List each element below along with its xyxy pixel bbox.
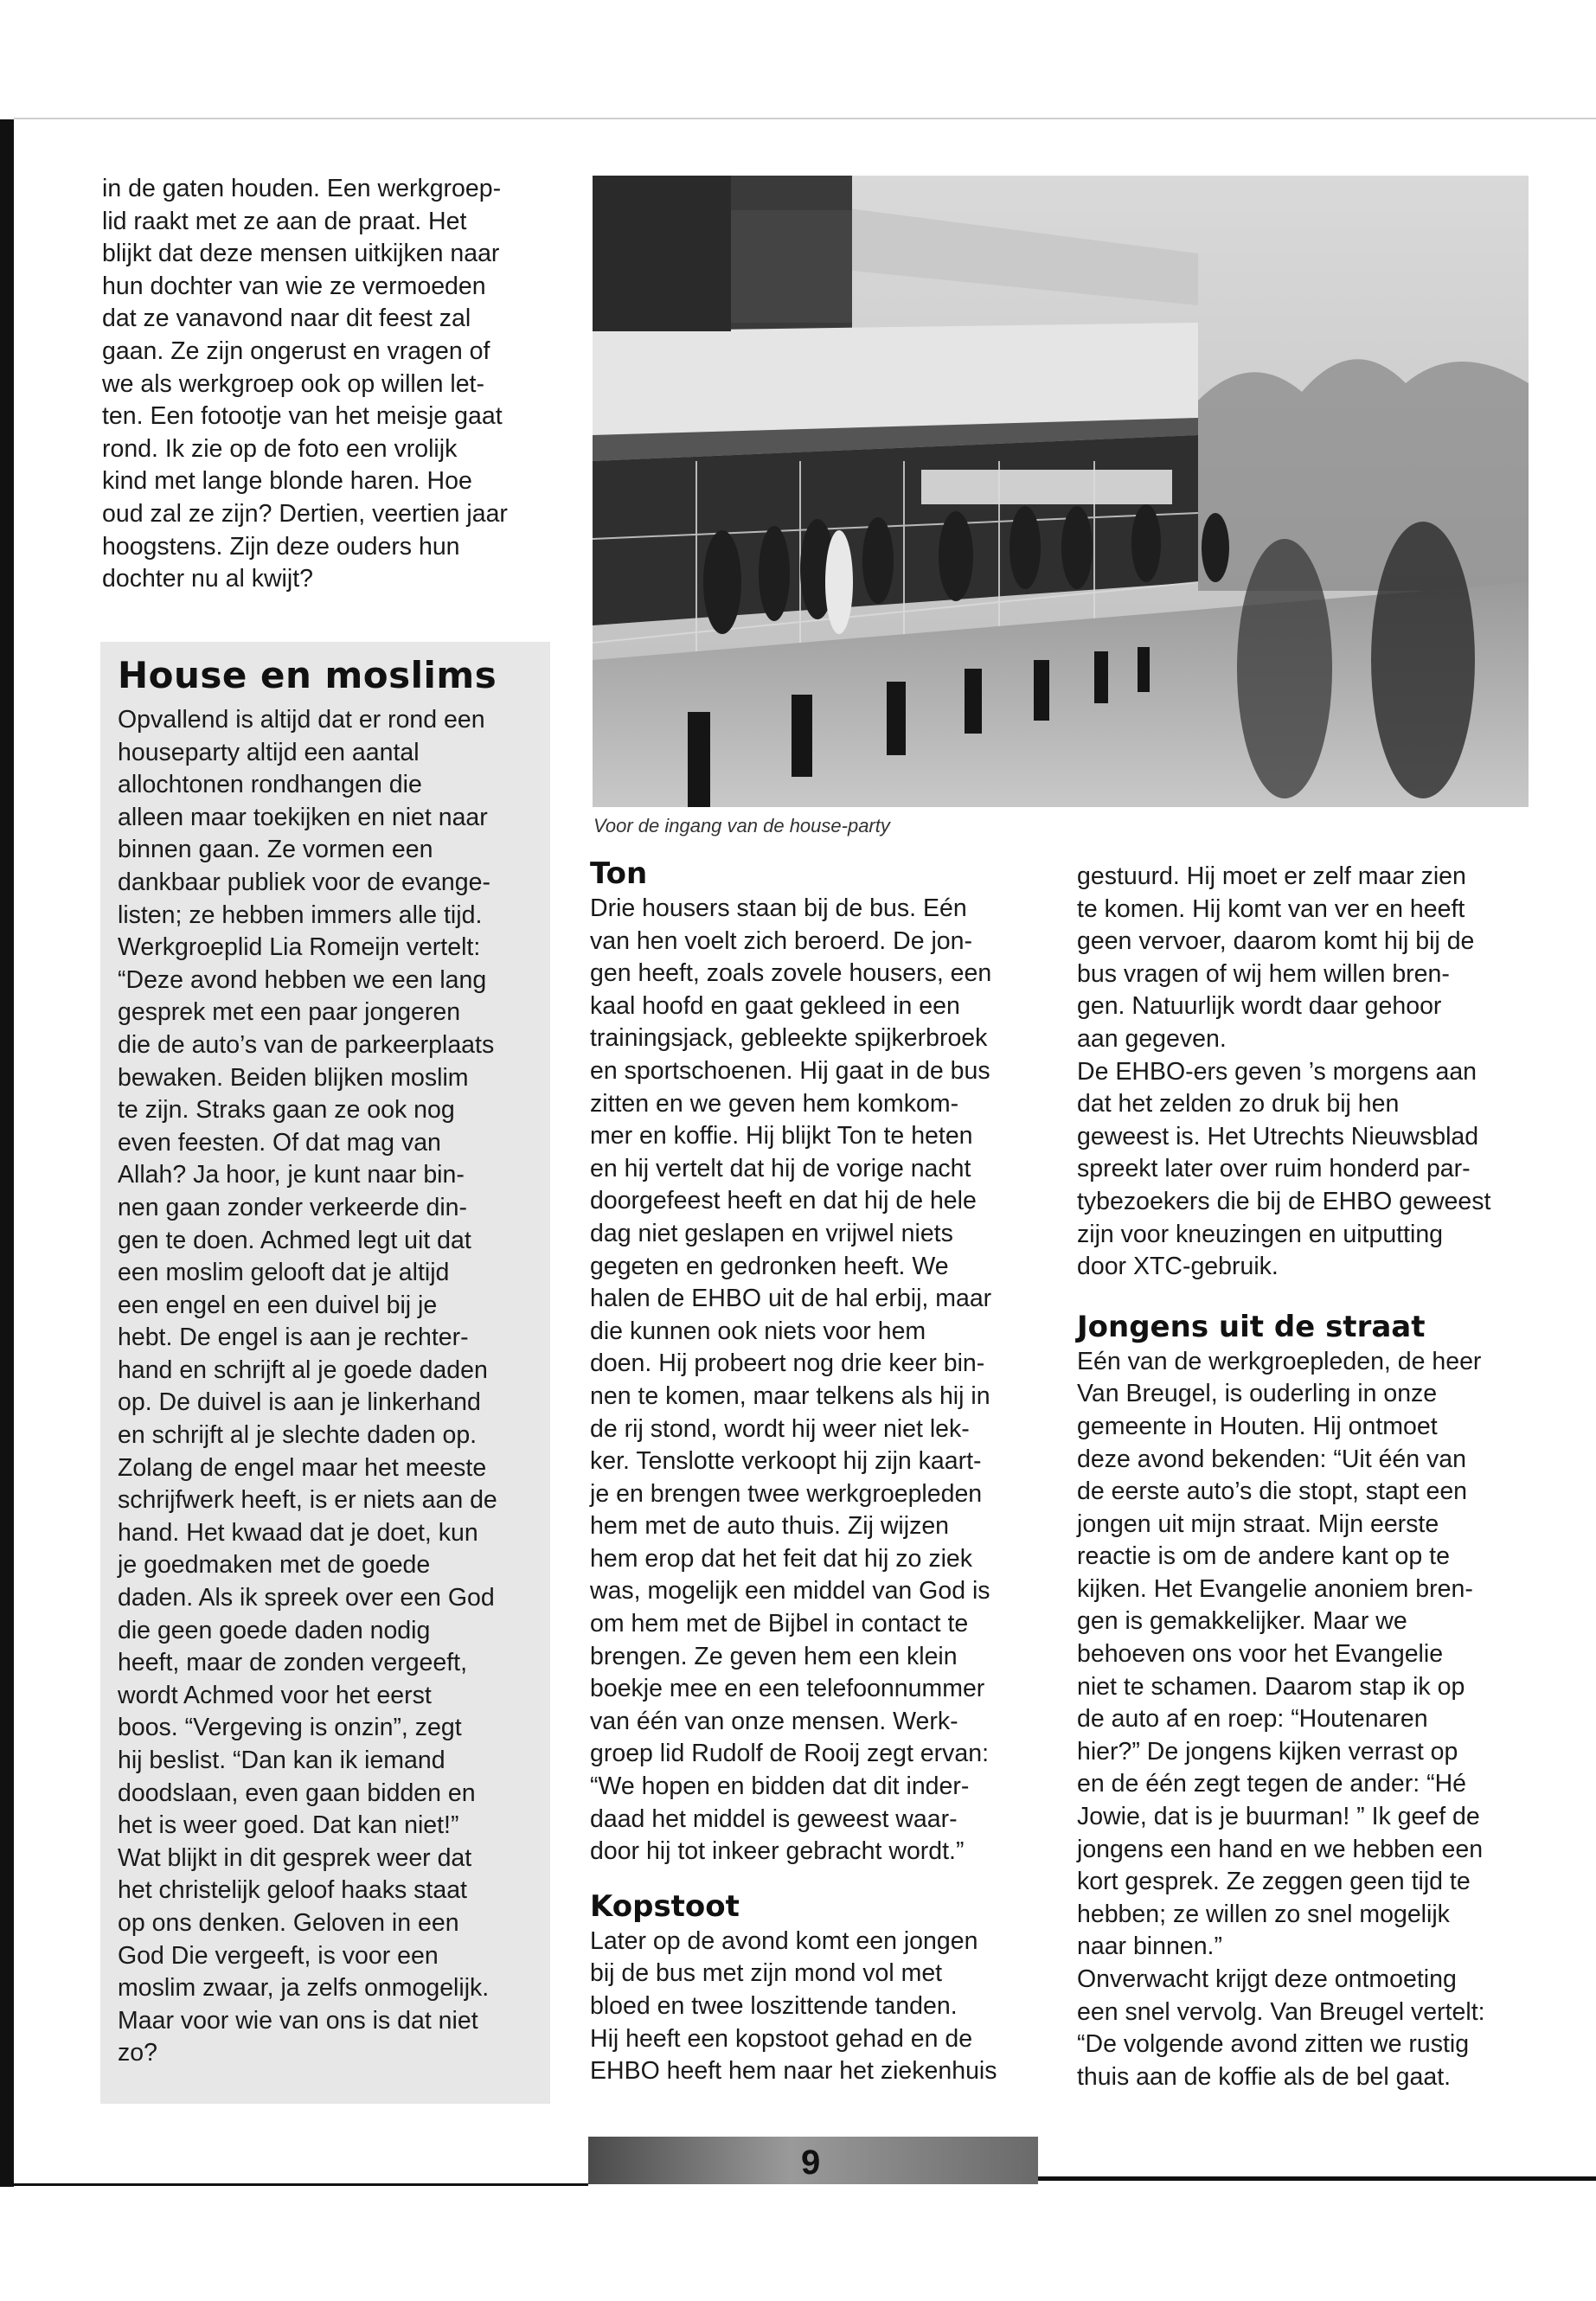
text-line: Werkgroeplid Lia Romeijn vertelt:	[118, 933, 481, 962]
text-line: doen. Hij probeert nog drie keer bin-	[590, 1349, 985, 1378]
text-line: hem erop dat het feit dat hij zo ziek	[590, 1544, 973, 1573]
text-line: allochtonen rondhangen die	[118, 771, 422, 799]
right-column	[1077, 861, 1527, 2093]
middle-column	[590, 855, 1038, 2088]
text-line: gen heeft, zoals zovele housers, een	[590, 959, 992, 988]
text-line: hem met de auto thuis. Zij wijzen	[590, 1512, 950, 1541]
text-line: trainingsjack, gebleekte spijkerbroek	[590, 1024, 988, 1053]
text-line: die kunnen ook niets voor hem	[590, 1317, 926, 1345]
text-line: Opvallend is altijd dat er rond een	[118, 706, 485, 734]
text-line: en schrijft al je slechte daden op.	[118, 1421, 478, 1450]
scan-edge	[0, 119, 14, 2187]
text-line: deze avond bekenden: “Uit één van	[1077, 1445, 1466, 1473]
text-line: behoeven ons voor het Evangelie	[1077, 1640, 1444, 1669]
text-line: hun dochter van wie ze vermoeden	[102, 272, 486, 300]
text-line: boekje mee en een telefoonnummer	[590, 1675, 985, 1703]
text-line: Later op de avond komt een jongen	[590, 1926, 978, 1955]
text-line: jongens een hand en we hebben een	[1077, 1835, 1484, 1863]
text-line: een moslim gelooft dat je altijd	[118, 1259, 450, 1287]
text-line: op. De duivel is aan je linkerhand	[118, 1388, 481, 1417]
text-line: niet te schamen. Daarom stap ik op	[1077, 1672, 1465, 1701]
text-line: de rij stond, wordt hij weer niet lek-	[590, 1414, 970, 1443]
text-line: gen is gemakkelijker. Maar we	[1077, 1607, 1407, 1636]
text-line: dochter nu al kwijt?	[102, 565, 313, 593]
jongens-body	[1077, 1346, 1527, 2094]
text-line: schrijfwerk heeft, is er niets aan de	[118, 1486, 497, 1515]
text-line: ten. Een fotootje van het meisje gaat	[102, 402, 503, 431]
text-line: het christelijk geloof haaks staat	[118, 1876, 467, 1905]
text-line: gesprek met een paar jongeren	[118, 998, 461, 1027]
text-line: tybezoekers die bij de EHBO geweest	[1077, 1187, 1491, 1215]
text-line: blijkt dat deze mensen uitkijken naar	[102, 240, 500, 268]
scan-bottom-line-left	[0, 2183, 588, 2186]
kopstoot-body	[590, 1926, 1038, 2088]
text-line: groep lid Rudolf de Rooij zegt ervan:	[590, 1740, 990, 1768]
heading-kopstoot: Kopstoot	[590, 1888, 740, 1924]
text-line: te zijn. Straks gaan ze ook nog	[118, 1096, 455, 1125]
text-line: nen gaan zonder verkeerde din-	[118, 1193, 468, 1221]
text-line: aan gegeven.	[1077, 1024, 1227, 1053]
scan-top-line	[14, 118, 1596, 119]
text-line: hebben; ze willen zo snel mogelijk	[1077, 1900, 1450, 1928]
text-line: Onverwacht krijgt deze ontmoeting	[1077, 1965, 1457, 1993]
text-line: bij de bus met zijn mond vol met	[590, 1959, 943, 1988]
text-line: door XTC-gebruik.	[1077, 1253, 1279, 1281]
text-line: “De volgende avond zitten we rustig	[1077, 2030, 1470, 2059]
text-line: Zolang de engel maar het meeste	[118, 1453, 487, 1482]
text-line: even feesten. Of dat mag van	[118, 1128, 441, 1157]
text-line: daden. Als ik spreek over een God	[118, 1584, 495, 1612]
text-line: en hij vertelt dat hij de vorige nacht	[590, 1154, 971, 1183]
text-line: gaan. Ze zijn ongerust en vragen of	[102, 336, 490, 365]
text-line: Jowie, dat is je buurman! ” Ik geef de	[1077, 1803, 1480, 1831]
text-line: wordt Achmed voor het eerst	[118, 1681, 432, 1709]
photo-caption: Voor de ingang van de house-party	[593, 815, 890, 836]
text-line: bloed en twee loszittende tanden.	[590, 1992, 958, 2020]
text-line: een snel vervolg. Van Breugel vertelt:	[1077, 1997, 1485, 2026]
house-party-photo	[593, 176, 1529, 807]
sidebar-title: House en moslims	[118, 654, 497, 696]
text-line: je goedmaken met de goede	[118, 1551, 431, 1580]
text-line: we als werkgroep ook op willen let-	[102, 369, 484, 398]
intro-paragraph	[102, 173, 552, 596]
text-line: bus vragen of wij hem willen bren-	[1077, 959, 1450, 988]
text-line: de auto af en roep: “Houtenaren	[1077, 1705, 1428, 1734]
text-line: “We hopen en bidden dat dit inder-	[590, 1772, 970, 1801]
text-line: boos. “Vergeving is onzin”, zegt	[118, 1714, 462, 1742]
text-line: doorgefeest heeft en dat hij de hele	[590, 1187, 977, 1215]
text-line: de eerste auto’s die stopt, stapt een	[1077, 1477, 1468, 1506]
text-line: gestuurd. Hij moet er zelf maar zien	[1077, 862, 1466, 890]
text-line: kijken. Het Evangelie anoniem bren-	[1077, 1574, 1473, 1603]
text-line: moslim zwaar, ja zelfs onmogelijk.	[118, 1974, 490, 2003]
text-line: om hem met de Bijbel in contact te	[590, 1610, 969, 1638]
ton-body	[590, 893, 1038, 1868]
text-line: door hij tot inkeer gebracht wordt.”	[590, 1837, 965, 1866]
text-line: die geen goede daden nodig	[118, 1616, 431, 1644]
text-line: dat het zelden zo druk bij hen	[1077, 1090, 1400, 1118]
sidebar-body	[118, 704, 535, 2070]
text-line: thuis aan de koffie als de bel gaat.	[1077, 2062, 1452, 2091]
text-line: Van Breugel, is ouderling in onze	[1077, 1380, 1438, 1408]
text-line: houseparty altijd een aantal	[118, 738, 420, 766]
text-line: Allah? Ja hoor, je kunt naar bin-	[118, 1161, 465, 1189]
scan-bottom-line	[1029, 2176, 1596, 2181]
text-line: die de auto’s van de parkeerplaats	[118, 1030, 495, 1059]
text-line: het is weer goed. Dat kan niet!”	[118, 1811, 459, 1840]
text-line: doodslaan, even gaan bidden en	[118, 1779, 476, 1807]
text-line: geen vervoer, daarom komt hij bij de	[1077, 927, 1475, 956]
text-line: dag niet geslapen en vrijwel niets	[590, 1219, 953, 1247]
text-line: naar binnen.”	[1077, 1932, 1222, 1961]
text-line: gen. Natuurlijk wordt daar gehoor	[1077, 992, 1442, 1021]
text-line: van hen voelt zich beroerd. De jon-	[590, 926, 973, 955]
text-line: rond. Ik zie op de foto een vrolijk	[102, 434, 458, 463]
text-line: mer en koffie. Hij blijkt Ton te heten	[590, 1122, 973, 1150]
text-line: en de één zegt tegen de ander: “Hé	[1077, 1770, 1467, 1798]
text-line: Maar voor wie van ons is dat niet	[118, 2006, 478, 2035]
text-line: en sportschoenen. Hij gaat in de bus	[590, 1056, 990, 1085]
text-line: op ons denken. Geloven in een	[118, 1908, 459, 1937]
text-line: gen te doen. Achmed legt uit dat	[118, 1226, 471, 1254]
right-top-body	[1077, 861, 1527, 1284]
text-line: geweest is. Het Utrechts Nieuwsblad	[1077, 1122, 1479, 1150]
text-line: Wat blijkt in dit gesprek weer dat	[118, 1843, 472, 1872]
text-line: jongen uit mijn straat. Mijn eerste	[1077, 1509, 1439, 1538]
text-line: dankbaar publiek voor de evange-	[118, 868, 490, 896]
text-line: ker. Tenslotte verkoopt hij zijn kaart-	[590, 1447, 982, 1476]
text-line: hij beslist. “Dan kan ik iemand	[118, 1747, 445, 1774]
text-line: Eén van de werkgroepleden, de heer	[1077, 1347, 1482, 1375]
text-line: gegeten en gedronken heeft. We	[590, 1252, 949, 1280]
text-line: hier?” De jongens kijken verrast op	[1077, 1737, 1458, 1766]
text-line: binnen gaan. Ze vormen een	[118, 836, 433, 864]
heading-ton: Ton	[590, 856, 648, 891]
text-line: kaal hoofd en gaat gekleed in een	[590, 991, 960, 1020]
text-line: lid raakt met ze aan de praat. Het	[102, 207, 467, 235]
text-line: een engel en een duivel bij je	[118, 1291, 438, 1319]
text-line: listen; ze hebben immers alle tijd.	[118, 901, 483, 929]
text-line: was, mogelijk een middel van God is	[590, 1577, 990, 1606]
text-line: zijn voor kneuzingen en uitputting	[1077, 1220, 1444, 1248]
text-line: gemeente in Houten. Hij ontmoet	[1077, 1412, 1438, 1440]
text-line: nen te komen, maar telkens als hij in	[590, 1381, 990, 1410]
text-line: hoogstens. Zijn deze ouders hun	[102, 532, 460, 561]
text-line: halen de EHBO uit de hal erbij, maar	[590, 1285, 992, 1313]
text-line: kort gesprek. Ze zeggen geen tijd te	[1077, 1868, 1471, 1896]
text-line: “Deze avond hebben we een lang	[118, 965, 487, 994]
text-line: De EHBO-ers geven ’s morgens aan	[1077, 1057, 1477, 1086]
text-line: oud zal ze zijn? Dertien, veertien jaar	[102, 499, 508, 528]
text-line: hebt. De engel is aan je rechter-	[118, 1324, 469, 1352]
text-line: in de gaten houden. Een werkgroep-	[102, 175, 502, 202]
text-line: zo?	[118, 2039, 157, 2067]
text-line: van één van onze mensen. Werk-	[590, 1707, 958, 1735]
text-line: je en brengen twee werkgroepleden	[590, 1479, 983, 1508]
text-line: brengen. Ze geven hem een klein	[590, 1642, 958, 1670]
text-line: dat ze vanavond naar dit feest zal	[102, 304, 471, 333]
text-line: zitten en we geven hem komkom-	[590, 1089, 959, 1118]
heading-jongens: Jongens uit de straat	[1077, 1309, 1426, 1344]
text-line: Drie housers staan bij de bus. Eén	[590, 894, 967, 922]
sidebar-house-en-moslims	[100, 642, 550, 2104]
text-line: heeft, maar de zonden vergeeft,	[118, 1649, 468, 1677]
text-line: God Die vergeeft, is voor een	[118, 1941, 439, 1970]
text-line: hand. Het kwaad dat je doet, kun	[118, 1518, 478, 1547]
text-line: Hij heeft een kopstoot gehad en de	[590, 2024, 973, 2053]
text-line: te komen. Hij komt van ver en heeft	[1077, 894, 1465, 923]
text-line: spreekt later over ruim honderd par-	[1077, 1155, 1471, 1183]
text-line: bewaken. Beiden blijken moslim	[118, 1063, 469, 1092]
text-line: EHBO heeft hem naar het ziekenhuis	[590, 2057, 997, 2086]
text-line: reactie is om de andere kant op te	[1077, 1542, 1450, 1571]
text-line: daad het middel is geweest waar-	[590, 1804, 958, 1833]
text-line: hand en schrijft al je goede daden	[118, 1356, 488, 1384]
text-line: alleen maar toekijken en niet naar	[118, 803, 488, 831]
page-number: 9	[801, 2144, 821, 2182]
text-line: kind met lange blonde haren. Hoe	[102, 467, 472, 496]
